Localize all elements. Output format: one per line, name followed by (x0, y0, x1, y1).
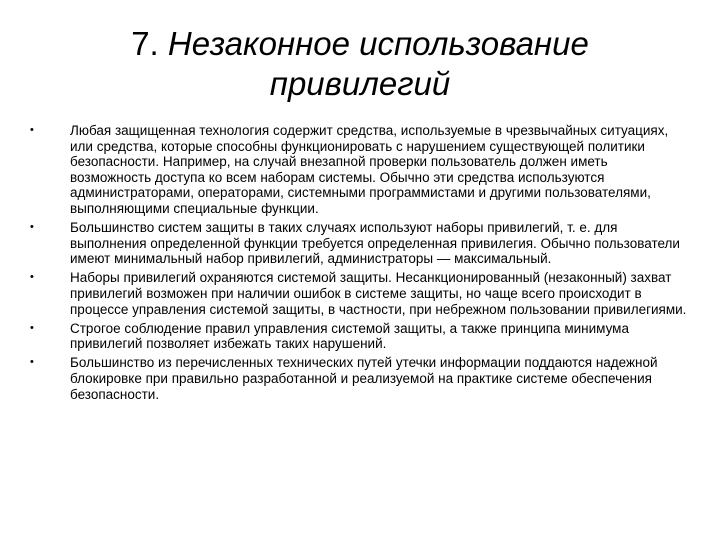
bullet-item (30, 321, 690, 352)
bullet-text: Любая защищенная технология содержит средства, используемые в чрезвычайных ситуациях, или средства, которые способны функционировать с нарушением существующей политики безопасности. Например, на случай внезапной проверки пользователь должен иметь возможность доступа ко всем наборам системы. Обычно эти средства используются администраторами, операторами, системными программистами и другими пользователями, выполняющими специальные функции. (70, 123, 669, 216)
bullet-icon: • (30, 221, 34, 234)
bullet-item (30, 270, 690, 317)
bullet-item (30, 355, 690, 402)
bullet-text: Большинство из перечисленных технических путей утечки информации поддаются надежной блокировке при правильно разработанной и реализуемой на практике системе обеспечения безопасности. (70, 355, 658, 402)
bullet-text: Большинство систем защиты в таких случаях используют наборы привилегий, т. е. для выполнения определенной функции требуется определенная привилегия. Обычно пользователи имеют минимальный набор привилегий, администраторы — максимальный. (70, 220, 680, 267)
bullet-item (30, 123, 690, 217)
bullet-item (30, 220, 690, 267)
slide-title-text: Незаконное использование привилегий (167, 25, 589, 102)
bullet-list (30, 123, 690, 406)
bullet-icon: • (30, 321, 34, 334)
slide-title-number: 7. (131, 25, 159, 62)
bullet-icon: • (30, 271, 34, 284)
bullet-text: Строгое соблюдение правил управления системой защиты, а также принципа минимума привилегий позволяет избежать таких нарушений. (70, 320, 629, 352)
slide-title (40, 24, 680, 104)
bullet-text: Наборы привилегий охраняются системой защиты. Несанкционированный (незаконный) захват привилегий возможен при наличии ошибок в системе защиты, но чаще всего происходит в процессе управления системой защиты, в частности, при небрежном пользовании привилегиями. (70, 270, 687, 317)
bullet-icon: • (30, 356, 34, 369)
bullet-icon: • (30, 124, 34, 136)
